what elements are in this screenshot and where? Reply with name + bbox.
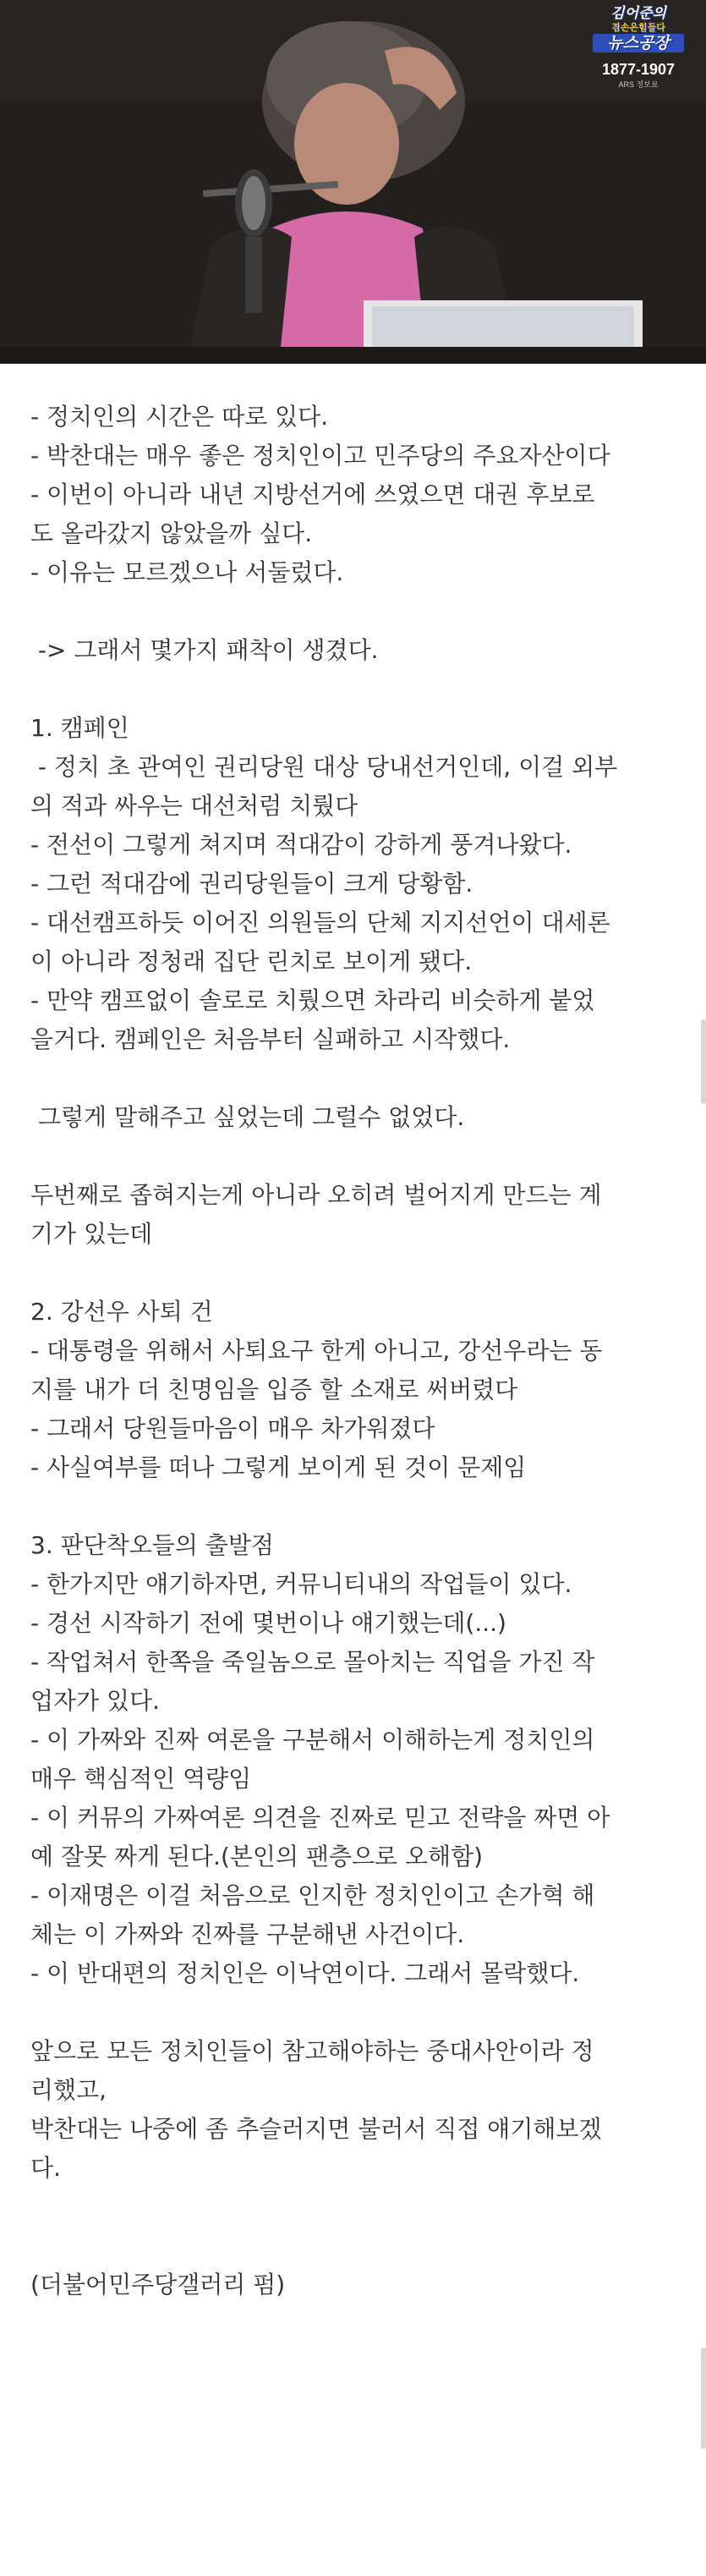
post-line: 박찬대는 나중에 좀 추슬러지면 불러서 직접 얘기해보겠 xyxy=(30,2115,602,2143)
post-line: - 이 가짜와 진짜 여론을 구분해서 이해하는게 정치인의 xyxy=(30,1726,595,1754)
post-line: 1. 캠페인 xyxy=(30,714,129,742)
channel-title-line: 겸손은힘들다 xyxy=(611,22,665,33)
post-line: - 대통령을 위해서 사퇴요구 한게 아니고, 강선우라는 동 xyxy=(30,1337,603,1365)
post-line xyxy=(30,1993,679,2032)
post-line: 매우 핵심적인 역량임 xyxy=(30,1765,252,1793)
post-line xyxy=(30,1254,679,1293)
scroll-marker xyxy=(701,1019,706,1104)
post-line: 그렇게 말해주고 싶었는데 그럴수 없었다. xyxy=(30,1103,465,1131)
post-line: - 그래서 당원들마음이 매우 차가워졌다 xyxy=(30,1414,435,1442)
post-line: - 사실여부를 떠나 그렇게 보이게 된 것이 문제임 xyxy=(30,1453,527,1481)
post-line: - 이 커뮤의 가짜여론 의견을 진짜로 믿고 전략을 짜면 아 xyxy=(30,1804,610,1832)
post-line: 3. 판단착오들의 출발점 xyxy=(30,1531,274,1559)
post-line: 의 적과 싸우는 대선처럼 치뤘다 xyxy=(30,792,358,820)
channel-title-line: 뉴스공장 xyxy=(593,34,684,52)
post-line: - 작업쳐서 한쪽을 죽일놈으로 몰아치는 직업을 가진 작 xyxy=(30,1648,595,1676)
post-line xyxy=(30,1137,679,1176)
post-line: 체는 이 가짜와 진짜를 구분해낸 사건이다. xyxy=(30,1920,465,1948)
post-body xyxy=(0,364,706,2304)
scroll-marker xyxy=(701,2348,706,2449)
call-in-number: 1877-1907 xyxy=(601,61,676,78)
post-line: - 만약 캠프없이 솔로로 치뤘으면 차라리 비슷하게 붙었 xyxy=(30,986,595,1014)
post-line: 다. xyxy=(30,2154,61,2182)
post-line: 리했고, xyxy=(30,2076,107,2104)
post-line xyxy=(30,670,679,709)
post-line: - 박찬대는 매우 좋은 정치인이고 민주당의 주요자산이다 xyxy=(30,442,610,470)
post-line: 지를 내가 더 친명임을 입증 할 소재로 써버렸다 xyxy=(30,1376,518,1403)
post-line: - 정치 초 관여인 권리당원 대상 당내선거인데, 이걸 외부 xyxy=(30,753,618,781)
post-line: 2. 강선우 사퇴 건 xyxy=(30,1298,213,1326)
post-line: 기가 있는데 xyxy=(30,1220,153,1248)
post-line: 업자가 있다. xyxy=(30,1687,161,1715)
post-line xyxy=(30,1487,679,1526)
post-line: - 그런 적대감에 권리당원들이 크게 당황함. xyxy=(30,870,473,898)
video-thumbnail[interactable] xyxy=(0,0,706,364)
post-line: - 한가지만 얘기하자면, 커뮤니티내의 작업들이 있다. xyxy=(30,1570,572,1598)
channel-logo xyxy=(588,5,689,90)
post-line: - 이번이 아니라 내년 지방선거에 쓰였으면 대권 후보로 xyxy=(30,481,595,508)
post-line: 이 아니라 정청래 집단 린치로 보이게 됐다. xyxy=(30,947,473,975)
call-in-fee-note: ARS 정보료 xyxy=(618,80,659,89)
post-line: 앞으로 모든 정치인들이 참고해야하는 중대사안이라 정 xyxy=(30,2037,594,2065)
post-line: 예 잘못 짜게 된다.(본인의 팬층으로 오해함) xyxy=(30,1843,484,1870)
post-line: - 이유는 모르겠으나 서둘렀다. xyxy=(30,558,344,586)
post-line: -> 그래서 몇가지 패착이 생겼다. xyxy=(30,636,379,664)
post-line: - 이재명은 이걸 처음으로 인지한 정치인이고 손가혁 해 xyxy=(30,1881,595,1909)
post-line: - 정치인의 시간은 따로 있다. xyxy=(30,403,329,431)
post-line: (더불어민주당갤러리 펌) xyxy=(30,2271,286,2299)
post-line: 두번째로 좁혀지는게 아니라 오히려 벌어지게 만드는 계 xyxy=(30,1181,602,1209)
post-line: 을거다. 캠페인은 처음부터 실패하고 시작했다. xyxy=(30,1025,511,1053)
post-line xyxy=(30,1059,679,1098)
post-line: - 경선 시작하기 전에 몇번이나 얘기했는데(...) xyxy=(30,1609,506,1637)
post-line: 도 올라갔지 않았을까 싶다. xyxy=(30,519,313,547)
post-line xyxy=(30,2188,679,2227)
post-line: - 대선캠프하듯 이어진 의원들의 단체 지지선언이 대세론 xyxy=(30,909,610,936)
post-line: - 이 반대편의 정치인은 이낙연이다. 그래서 몰락했다. xyxy=(30,1959,580,1987)
post-line xyxy=(30,592,679,631)
post-lines xyxy=(30,398,679,2304)
post-line: - 전선이 그렇게 쳐지며 적대감이 강하게 풍겨나왔다. xyxy=(30,831,572,859)
post-line xyxy=(30,2227,679,2266)
channel-title-line: 김어준의 xyxy=(610,5,666,22)
